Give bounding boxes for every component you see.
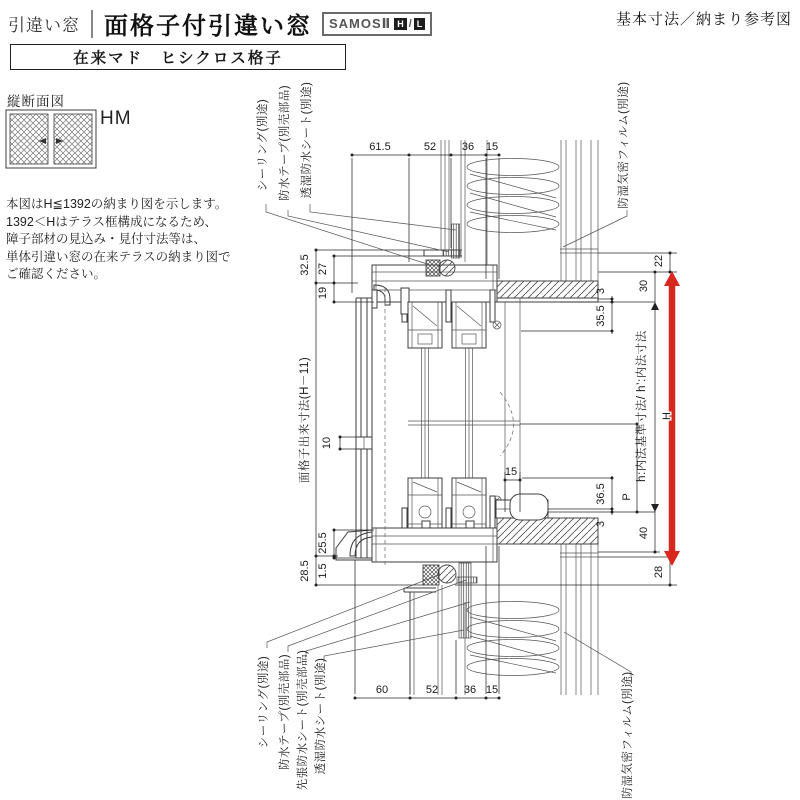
dim-left-32-5: 32.5 [299, 254, 311, 276]
dim-top-36: 36 [461, 141, 475, 153]
backer-rod-top [439, 260, 455, 276]
section-view-label: 縦断面図 [7, 94, 65, 109]
label-sealing-bottom: シーリング(別途) [258, 655, 270, 749]
label-presheet-bottom: 先張防水シート(別売部品) [297, 649, 309, 791]
outer-sash-section [408, 302, 442, 528]
note-line: 1392＜Hはテラス框構成になるため、 [6, 214, 217, 229]
window-type-code: HM [100, 108, 132, 129]
spec-box: 在来マド ヒシクロス格子 [10, 44, 346, 70]
dim-right-35-5: 35.5 [595, 305, 607, 327]
label-tape-bottom: 防水テープ(別売部品) [279, 653, 291, 771]
dim-bottom-15: 15 [485, 684, 499, 696]
label-film-top: 防湿気密フィルム(別途) [618, 81, 630, 209]
dim-right-36-5: 36.5 [595, 483, 607, 505]
dim-right-30: 30 [638, 279, 650, 293]
note-line: ご確認ください。 [6, 267, 107, 281]
lintel-board-hatch [497, 281, 598, 298]
dim-left-10: 10 [321, 436, 333, 450]
crescent-swing-arc [500, 392, 514, 456]
floor-board-hatch [497, 518, 598, 544]
dim-left-1-5: 1.5 [317, 563, 329, 579]
label-sheet-bottom: 透湿防水シート(別途) [315, 657, 327, 775]
dim-right-40: 40 [638, 526, 650, 540]
label-sheet-top: 透湿防水シート(別途) [301, 81, 313, 199]
badge-separator: / [408, 17, 412, 30]
badge-h: H [394, 18, 407, 30]
dim-left-27: 27 [317, 262, 329, 276]
insulation-bottom [467, 602, 559, 676]
label-sealing-top: シーリング(別途) [257, 98, 269, 192]
dim-mid-15: 15 [504, 466, 518, 478]
part-labels [255, 81, 634, 798]
insulation-top [467, 159, 559, 233]
note-line: 単体引違い窓の在来テラスの納まり図で [6, 249, 231, 264]
dim-top-61-5: 61.5 [369, 141, 391, 153]
fastener-mark-top [493, 321, 501, 329]
dim-left-28-5: 28.5 [299, 560, 311, 582]
height-arrow-head-top [664, 271, 680, 286]
dim-bottom-36: 36 [463, 684, 477, 696]
dim-right-p: P [621, 493, 633, 501]
label-film-bottom: 防湿気密フィルム(別途) [622, 671, 634, 799]
sealing-top [426, 260, 440, 276]
sealing-bottom [423, 565, 439, 585]
window-category-label: 引違い窓 [8, 16, 80, 35]
window-elevation-icon [6, 110, 96, 168]
dim-top-15: 15 [485, 141, 499, 153]
height-arrow-head-bottom [664, 551, 680, 566]
face-lattice-section [356, 288, 385, 568]
dim-right-28: 28 [653, 565, 665, 579]
inner-sash-section [452, 302, 486, 528]
note-line: 障子部材の見込み・見付寸法等は、 [6, 232, 207, 246]
brand-label: SAMOSⅡ [329, 15, 392, 31]
page-title: 面格子付引違い窓 [104, 13, 312, 40]
sheet-type-label: 基本寸法／納まり参考図 [615, 11, 792, 28]
dim-bottom-52: 52 [425, 684, 439, 696]
height-arrow [661, 271, 680, 566]
dim-right-22: 22 [653, 254, 665, 268]
inner-dim-label: h:内法基準寸法/ h’:内法寸法 [636, 330, 648, 482]
dim-h-label: H [661, 412, 673, 420]
dim-right-3-top: 3 [595, 287, 607, 295]
dim-left-25-5: 25.5 [317, 532, 329, 554]
dim-bottom-60: 60 [375, 684, 389, 696]
dim-top-52: 52 [423, 141, 437, 153]
label-tape-top: 防水テープ(別売部品) [279, 84, 291, 202]
dim-right-3-bottom: 3 [595, 520, 607, 528]
dim-left-19: 19 [317, 286, 329, 300]
badge-l: L [414, 18, 426, 30]
note-line: 本図はH≦1392の納まり図を示します。 [6, 197, 228, 211]
lattice-dim-label: 面格子出来寸法(H－11) [299, 356, 311, 484]
